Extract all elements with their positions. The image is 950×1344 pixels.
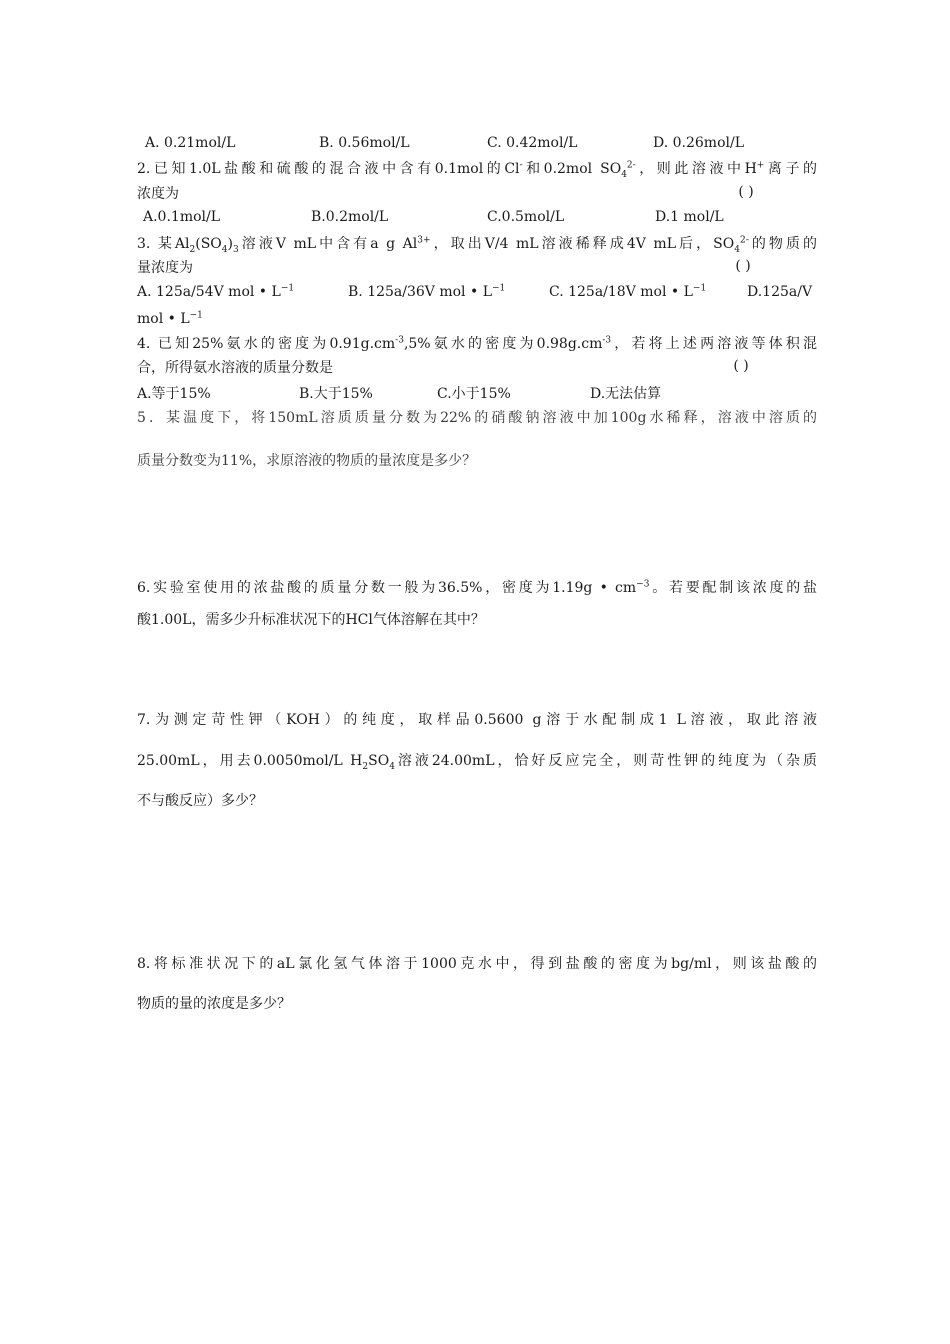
q3-option-a: A. 125a/54V mol • $L^{-1}$ — [137, 283, 295, 300]
q2-option-a: A.0.1mol/L — [143, 209, 221, 225]
q3-question-line2: 量浓度为 — [137, 260, 193, 276]
q1-option-b: B. 0.56mol/L — [319, 135, 410, 151]
q4-answer-bracket: ( ) — [733, 358, 749, 374]
q4-option-a: A.等于15% — [137, 386, 211, 402]
q2-option-d: D.1 mol/L — [655, 209, 724, 225]
q2-option-b: B.0.2mol/L — [311, 209, 389, 225]
q6-question-line1: 6.实验室使用的浓盐酸的质量分数一般为36.5%，密度为1.19g • $cm^{-3}$。若要配制该浓度的盐 — [137, 579, 817, 596]
q3-option-c: C. 125a/18V mol • $L^{-1}$ — [549, 283, 707, 300]
q6-question-line2: 酸1.00L，需多少升标准状况下的HCl气体溶解在其中？ — [137, 612, 485, 628]
q3-option-d-unit: mol • $L^{-1}$ — [137, 310, 203, 327]
q2-question-line1: 2.已知1.0L盐酸和硫酸的混合液中含有0.1mol的Cl-和0.2mol $SO_4^{2-}$，则此溶液中H+离子的 — [137, 160, 818, 180]
q4-question-line1: 4. 已知25%氨水的密度为$0.91g.cm^{-3},5\%$氨水的密度为$0.98g.cm^{-3}$，若将上述两溶液等体积混 — [137, 335, 817, 352]
q4-question-line2: 合，所得氨水溶液的质量分数是 — [137, 360, 333, 376]
q2-question-line2: 浓度为 — [137, 186, 179, 202]
q4-option-d: D.无法估算 — [590, 386, 662, 402]
q1-option-c: C. 0.42mol/L — [487, 135, 578, 151]
q2-answer-bracket: ( ) — [738, 184, 754, 200]
q3-option-b: B. 125a/36V mol • $L^{-1}$ — [348, 283, 506, 300]
q7-question-line1: 7.为测定苛性钾（KOH）的纯度，取样品0.5600 g溶于水配制成1 L溶液，取此溶液 — [137, 712, 817, 728]
q2-option-c: C.0.5mol/L — [487, 209, 565, 225]
q8-question-line1: 8.将标准状况下的aL氯化氢气体溶于1000克水中，得到盐酸的密度为bg/ml，则该盐酸的 — [137, 956, 817, 972]
q1-option-a: A. 0.21mol/L — [145, 135, 236, 151]
q7-question-line2: 25.00mL，用去0.0050mol/L $H_2SO_4$溶液24.00mL，恰好反应完全，则苛性钾的纯度为（杂质 — [137, 753, 817, 772]
q3-answer-bracket: ( ) — [735, 258, 751, 274]
q1-option-d: D. 0.26mol/L — [653, 135, 744, 151]
q4-option-c: C.小于15% — [437, 386, 511, 402]
q3-option-d: D.125a/V — [747, 284, 813, 300]
q8-question-line2: 物质的量的浓度是多少？ — [137, 996, 291, 1012]
q5-question-line2: 质量分数变为11%，求原溶液的物质的量浓度是多少？ — [137, 453, 477, 469]
q3-question-line1: 3. 某$Al_2(SO_4)_3$溶液V mL中含有a g $Al^{3+}$，取出V/4 mL溶液稀释成4V mL后，$SO_4^{2-}$的物质的 — [137, 235, 817, 255]
q4-option-b: B.大于15% — [299, 386, 373, 402]
q7-question-line3: 不与酸反应）多少？ — [137, 793, 263, 809]
q5-question-line1: 5．某温度下，将150mL溶质质量分数为22%的硝酸钠溶液中加100g水稀释，溶液中溶质的 — [137, 410, 817, 426]
